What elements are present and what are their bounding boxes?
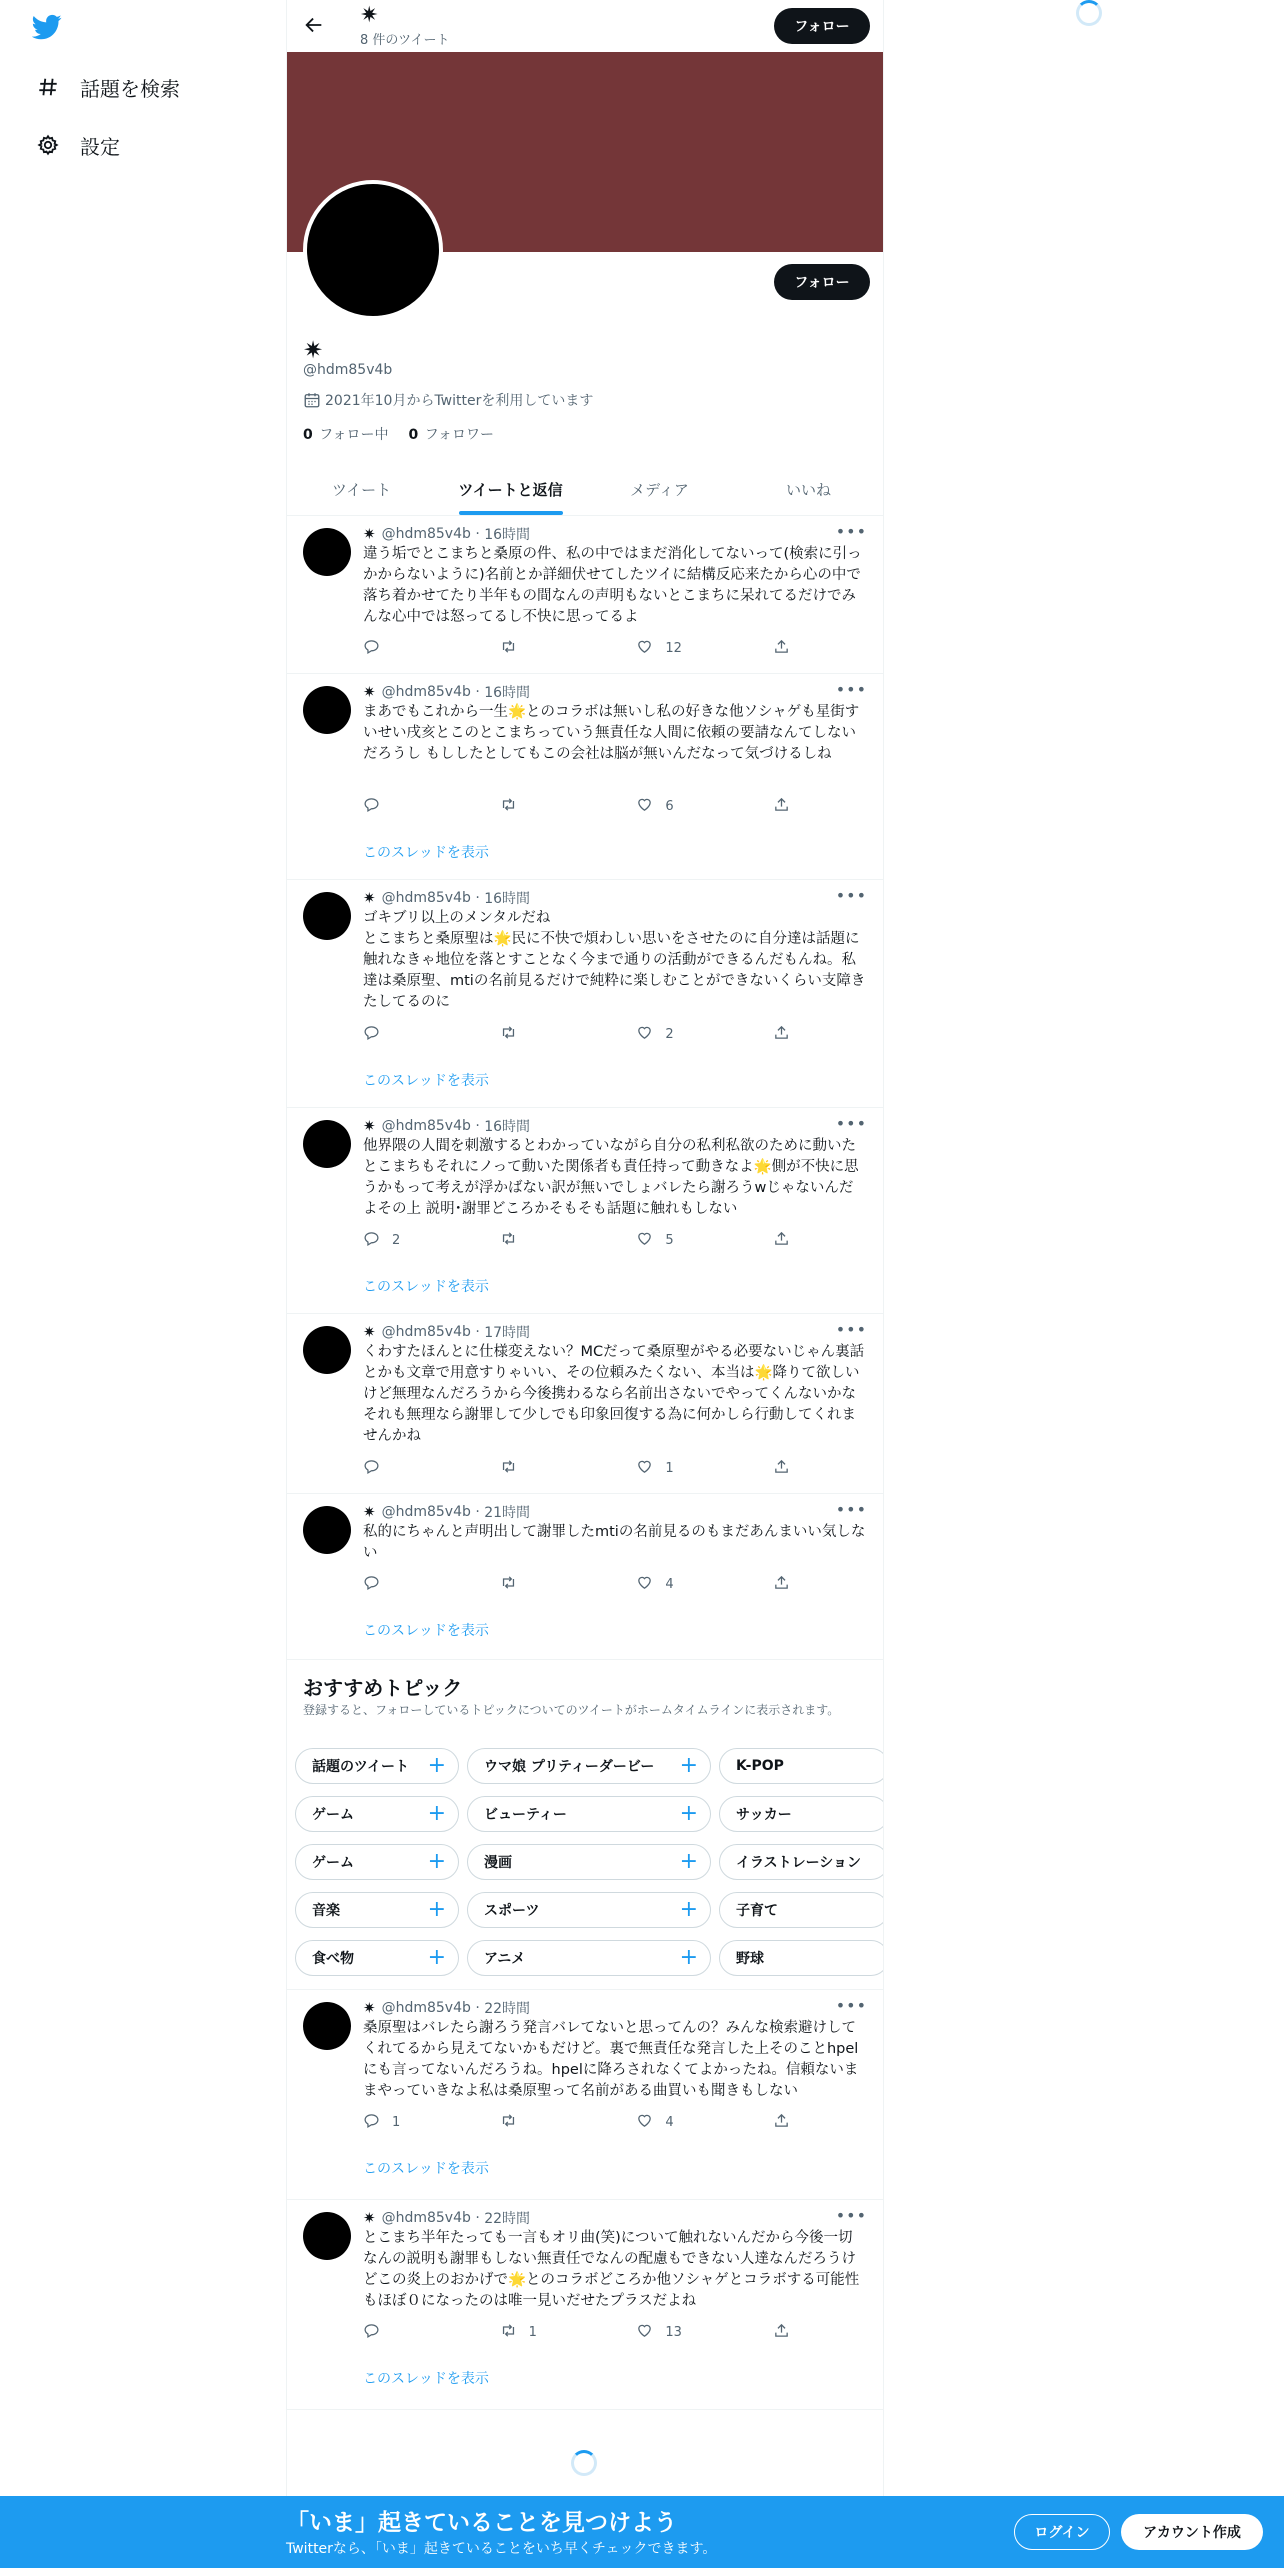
tweet-author-name[interactable]: ✷	[363, 1323, 376, 1341]
loading-spinner-right	[1076, 0, 1102, 26]
share-icon	[773, 2112, 802, 2133]
show-thread-link[interactable]: このスレッドを表示	[363, 1623, 489, 1639]
tweet-dot: ·	[470, 2210, 485, 2226]
retweet-button[interactable]	[500, 1230, 610, 1251]
back-arrow-icon[interactable]	[303, 14, 327, 38]
retweet-count: 1	[528, 2325, 537, 2340]
tweet-author-name[interactable]: ✷	[363, 1117, 376, 1135]
tweet-author-name[interactable]: ✷	[363, 889, 376, 907]
topic-label: アニメ	[484, 1951, 526, 1967]
tweet-dot: ·	[470, 1324, 485, 1340]
tweet-time[interactable]: 22時間	[484, 2001, 531, 2017]
tweet-author-name[interactable]: ✷	[363, 2209, 376, 2227]
more-options-icon[interactable]: •••	[835, 680, 867, 699]
tweet-author-name[interactable]: ✷	[363, 683, 376, 701]
profile-display-name: ✷	[303, 336, 324, 364]
plus-icon[interactable]: +	[679, 1753, 698, 1778]
hashtag-icon	[36, 75, 60, 99]
more-options-icon[interactable]: •••	[835, 2206, 867, 2225]
share-icon	[773, 796, 802, 817]
share-icon	[773, 1574, 802, 1595]
tweet-actions	[363, 638, 793, 659]
tweet-text: くわすたほんとに仕様変えない？MCだって桑原聖がやる必要ないじゃん裏話とかも文章で用意すりゃいい、その位頼みたくない、本当は🌟降りて欲しいけど無理なんだろうから今後携わるなら名前出さないでやってくんないかなそれも無理なら謝罪して少しでも印象回復する為に何かしら行動してくれませんかね	[363, 1344, 865, 1444]
topic-chip[interactable]	[295, 1844, 459, 1880]
profile-follow-button[interactable]: フォロー	[774, 264, 870, 300]
tweet-header	[363, 888, 530, 908]
show-thread-link[interactable]: このスレッドを表示	[363, 2371, 489, 2387]
retweet-icon	[500, 1458, 529, 1479]
header-display-name: ✷	[360, 3, 379, 28]
share-icon	[773, 1230, 802, 1251]
topic-label: K-POP	[736, 1758, 784, 1774]
reply-button[interactable]	[363, 1230, 473, 1251]
tab-tweets-and-replies[interactable]: ツイートと返信	[436, 464, 585, 515]
retweet-button[interactable]	[500, 796, 610, 817]
topic-label: ゲーム	[312, 1855, 354, 1871]
tweet-text: とこまち半年たっても一言もオリ曲(笑)について触れないんだから今後一切なんの説明も謝罪もしない無責任でなんの配慮もできない人達なんだろうけどこの炎上のおかげで🌟とのコラボどころか他ソシャゲとコラボする可能性もほぼ０になったのは唯一見いだせたプラスだよね	[363, 2230, 860, 2309]
like-button[interactable]	[636, 2112, 746, 2133]
tweet-dot: ·	[470, 526, 485, 542]
share-button[interactable]	[773, 1458, 793, 1479]
topic-label: サッカー	[736, 1807, 792, 1823]
login-button[interactable]: ログイン	[1014, 2514, 1110, 2550]
retweet-button[interactable]	[500, 1574, 610, 1595]
topic-chip[interactable]	[719, 1892, 883, 1928]
topic-chip[interactable]	[467, 1892, 711, 1928]
reply-icon	[363, 1458, 392, 1479]
retweet-icon	[500, 796, 529, 817]
tweet-dot: ·	[470, 2000, 485, 2016]
tweet-actions	[363, 1024, 793, 1045]
show-thread-link[interactable]: このスレッドを表示	[363, 1279, 489, 1295]
tweet-author-name[interactable]: ✷	[363, 525, 376, 543]
share-icon	[773, 2322, 802, 2343]
reply-icon	[363, 2112, 392, 2133]
tweet-time[interactable]: 16時間	[484, 891, 531, 907]
nav-item-settings[interactable]	[36, 130, 120, 160]
heart-icon	[636, 638, 665, 659]
retweet-icon	[500, 2112, 529, 2133]
reply-icon	[363, 1574, 392, 1595]
retweet-button[interactable]	[500, 2322, 610, 2343]
profile-column	[286, 0, 884, 2568]
signup-prompt-bar	[0, 2496, 1284, 2568]
profile-join-date	[303, 390, 593, 410]
topic-chip[interactable]	[295, 1796, 459, 1832]
tweet-dot: ·	[470, 1118, 485, 1134]
retweet-icon	[500, 1574, 529, 1595]
tweet-dot: ·	[470, 1504, 485, 1520]
calendar-icon	[303, 391, 321, 409]
reply-icon	[363, 796, 392, 817]
tweet[interactable]	[287, 516, 883, 674]
like-button[interactable]	[636, 1574, 746, 1595]
topic-label: 食べ物	[312, 1951, 354, 1967]
gear-icon	[36, 133, 60, 157]
reply-icon	[363, 2322, 392, 2343]
tweet[interactable]	[287, 2200, 883, 2410]
topic-chip[interactable]	[295, 1748, 459, 1784]
topic-chip[interactable]	[467, 1748, 711, 1784]
header-tweet-count: 8 件のツイート	[360, 33, 450, 48]
reply-button[interactable]	[363, 638, 473, 659]
heart-icon	[636, 796, 665, 817]
reply-button[interactable]	[363, 796, 473, 817]
plus-icon[interactable]: +	[427, 1801, 446, 1826]
topic-chip[interactable]	[295, 1892, 459, 1928]
tweet-author-handle[interactable]: @hdm85v4b	[381, 2000, 471, 2016]
topic-label: 漫画	[484, 1855, 512, 1871]
following-label: フォロー中	[319, 427, 389, 443]
topic-label: 話題のツイート	[312, 1759, 410, 1775]
like-count: 12	[665, 641, 682, 656]
more-options-icon[interactable]: •••	[835, 522, 867, 541]
tweet-header	[363, 1998, 530, 2018]
follow-counts	[303, 424, 494, 444]
topic-label: スポーツ	[484, 1903, 540, 1919]
share-button[interactable]	[773, 2112, 793, 2133]
tweet-avatar[interactable]	[303, 2002, 351, 2050]
recommended-topics	[287, 1660, 883, 1990]
like-count: 2	[665, 1027, 674, 1042]
plus-icon[interactable]: +	[427, 1849, 446, 1874]
tweet-text: ゴキブリ以上のメンタルだね とこまちと桑原聖は🌟民に不快で煩わしい思いをさせたのに自分達は話題に触れなきゃ地位を落とすことなく今まで通りの活動ができるんだもんね。私達は桑原聖、mtiの名前見るだけで純粋に楽しむことができないくらい支障きたしてるのに	[363, 910, 866, 1010]
tweet[interactable]	[287, 880, 883, 1108]
tweet-text: 桑原聖はバレたら謝ろう発言バレてないと思ってんの？みんな検索避けしてくれてるから見えてないかもだけど。裏で無責任な発言した上そのことhpelにも言ってないんだろうね。hpelに降ろされなくてよかったね。信頼ないままやっていきなよ私は桑原聖って名前がある曲買いも聞きもしない	[363, 2020, 859, 2099]
heart-icon	[636, 1574, 665, 1595]
tweet-avatar[interactable]	[303, 1326, 351, 1374]
like-button[interactable]	[636, 1458, 746, 1479]
followers-link[interactable]	[409, 424, 495, 444]
tweet-avatar[interactable]	[303, 1120, 351, 1168]
heart-icon	[636, 1024, 665, 1045]
tweet[interactable]	[287, 1108, 883, 1314]
heart-icon	[636, 2322, 665, 2343]
topic-chip[interactable]	[719, 1844, 883, 1880]
retweet-button[interactable]	[500, 1458, 610, 1479]
reply-count: 2	[392, 1233, 401, 1248]
tweet-time[interactable]: 16時間	[484, 527, 531, 543]
retweet-icon	[500, 1230, 529, 1251]
header-follow-button[interactable]: フォロー	[774, 8, 870, 44]
tweet-actions	[363, 796, 793, 817]
create-account-button[interactable]: アカウント作成	[1121, 2514, 1263, 2550]
tweet-author-handle[interactable]: @hdm85v4b	[381, 2210, 471, 2226]
tweet-header	[363, 1116, 530, 1136]
tweet-avatar[interactable]	[303, 892, 351, 940]
topic-chip[interactable]	[467, 1940, 711, 1976]
nav-label-settings: 設定	[80, 134, 120, 159]
more-options-icon[interactable]: •••	[835, 886, 867, 905]
join-date-text: 2021年10月からTwitterを利用しています	[325, 393, 594, 409]
tweet-actions	[363, 1574, 793, 1595]
tweet-text: 他界隈の人間を刺激するとわかっていながら自分の私利私欲のために動いたとこまちもそれにノって動いた関係者も責任持って動きなよ🌟側が不快に思うかもって考えが浮かばない訳が無いでしょバレたら謝ろうwじゃないんだよその上 説明･謝罪どころかそもそも話題に触れもしない	[363, 1138, 859, 1217]
reply-button[interactable]	[363, 1458, 473, 1479]
retweet-icon	[500, 2322, 529, 2343]
reply-button[interactable]	[363, 2322, 473, 2343]
retweet-button[interactable]	[500, 2112, 610, 2133]
like-count: 4	[665, 2115, 674, 2130]
twitter-logo-icon[interactable]	[32, 12, 66, 46]
signup-prompt-title: 「いま」起きていることを見つけよう	[286, 2510, 677, 2536]
topic-label: 音楽	[312, 1903, 340, 1919]
like-button[interactable]	[636, 638, 746, 659]
reply-icon	[363, 1024, 392, 1045]
reply-icon	[363, 1230, 392, 1251]
heart-icon	[636, 2112, 665, 2133]
tab-media[interactable]: メディア	[630, 481, 689, 499]
tweet-time[interactable]: 22時間	[484, 2211, 531, 2227]
more-options-icon[interactable]: •••	[835, 1500, 867, 1519]
tweet-text: まあでもこれから一生🌟とのコラボは無いし私の好きな他ソシャゲも星街すいせい戌亥とこのとこまちっていう無責任な人間に依頼の要請なんてしないだろうし もししたとしてもこの会社は脳が無いんだなって気づけるしね	[363, 704, 860, 762]
heart-icon	[636, 1230, 665, 1251]
topics-subtitle: 登録すると、フォローしているトピックについてのツイートがホームタイムラインに表示されます。	[303, 1703, 840, 1717]
left-navigation	[0, 0, 286, 2568]
topic-label: 野球	[736, 1951, 764, 1967]
like-button[interactable]	[636, 796, 746, 817]
topic-label: ビューティー	[484, 1807, 567, 1823]
topic-chip[interactable]	[467, 1796, 711, 1832]
share-button[interactable]	[773, 1230, 793, 1251]
more-options-icon[interactable]: •••	[835, 1114, 867, 1133]
plus-icon[interactable]: +	[427, 1897, 446, 1922]
heart-icon	[636, 1458, 665, 1479]
share-button[interactable]	[773, 1024, 793, 1045]
plus-icon[interactable]: +	[679, 1849, 698, 1874]
tweet-header	[363, 1502, 530, 1522]
tab-likes[interactable]: いいね	[785, 481, 831, 499]
show-thread-link[interactable]: このスレッドを表示	[363, 845, 489, 861]
topic-chip[interactable]	[719, 1748, 883, 1784]
share-icon	[773, 1024, 802, 1045]
tweet[interactable]	[287, 1990, 883, 2200]
like-count: 4	[665, 1577, 674, 1592]
topic-label: ウマ娘 プリティーダービー	[484, 1759, 655, 1775]
share-button[interactable]	[773, 1574, 793, 1595]
tweet-author-handle[interactable]: @hdm85v4b	[381, 684, 471, 700]
profile-handle: @hdm85v4b	[303, 362, 393, 378]
more-options-icon[interactable]: •••	[835, 1320, 867, 1339]
tweet-time[interactable]: 17時間	[484, 1325, 531, 1341]
share-button[interactable]	[773, 796, 793, 817]
tweet-avatar[interactable]	[303, 686, 351, 734]
profile-avatar[interactable]	[303, 180, 443, 320]
retweet-icon	[500, 638, 529, 659]
following-link[interactable]	[303, 424, 389, 444]
nav-item-explore[interactable]	[36, 72, 180, 102]
tweet[interactable]	[287, 1494, 883, 1660]
tweet-avatar[interactable]	[303, 2212, 351, 2260]
tweet-dot: ·	[470, 684, 485, 700]
topic-chip[interactable]	[467, 1844, 711, 1880]
tweet-header	[363, 2208, 530, 2228]
tweet-header	[363, 1322, 530, 1342]
tweet-actions	[363, 2112, 793, 2133]
topic-chip[interactable]	[719, 1940, 883, 1976]
tweet-dot: ·	[470, 890, 485, 906]
tweet-author-name[interactable]: ✷	[363, 1503, 376, 1521]
like-count: 1	[665, 1461, 674, 1476]
tweet-author-handle[interactable]: @hdm85v4b	[381, 1504, 471, 1520]
plus-icon[interactable]: +	[679, 1945, 698, 1970]
tweet-author-handle[interactable]: @hdm85v4b	[381, 1324, 471, 1340]
tweet-actions	[363, 1230, 793, 1251]
topic-chip[interactable]	[719, 1796, 883, 1832]
tweet-time[interactable]: 21時間	[484, 1505, 531, 1521]
tweet-author-handle[interactable]: @hdm85v4b	[381, 1118, 471, 1134]
like-button[interactable]	[636, 2322, 746, 2343]
profile-tabs	[287, 464, 883, 516]
followers-count: 0	[408, 427, 419, 443]
like-button[interactable]	[636, 1230, 746, 1251]
show-thread-link[interactable]: このスレッドを表示	[363, 1073, 489, 1089]
loading-spinner	[571, 2450, 597, 2476]
reply-count: 1	[392, 2115, 401, 2130]
like-button[interactable]	[636, 1024, 746, 1045]
show-thread-link[interactable]: このスレッドを表示	[363, 2161, 489, 2177]
following-count: 0	[303, 427, 313, 443]
tweet[interactable]	[287, 1314, 883, 1494]
tab-tweets[interactable]: ツイート	[331, 481, 392, 499]
plus-icon[interactable]: +	[427, 1753, 446, 1778]
tweet-avatar[interactable]	[303, 1506, 351, 1554]
share-icon	[773, 1458, 802, 1479]
topic-label: 子育て	[736, 1903, 778, 1919]
share-button[interactable]	[773, 638, 793, 659]
share-icon	[773, 638, 802, 659]
tweet-actions	[363, 1458, 793, 1479]
topic-label: イラストレーション	[736, 1855, 862, 1871]
nav-label-explore: 話題を検索	[80, 76, 180, 101]
tweet-header	[363, 524, 530, 544]
more-options-icon[interactable]: •••	[835, 1996, 867, 2015]
tweet-text: 私的にちゃんと声明出して謝罪したmtiの名前見るのもまだあんまいい気しない	[363, 1524, 866, 1561]
reply-icon	[363, 638, 392, 659]
topic-label: ゲーム	[312, 1807, 354, 1823]
tweet-avatar[interactable]	[303, 528, 351, 576]
reply-button[interactable]	[363, 2112, 473, 2133]
tweet-text: 違う垢でとこまちと桑原の件、私の中ではまだ消化してないって(検索に引っかからないように)名前とか詳細伏せてしたツイに結構反応来たから心の中で落ち着かせてたり半年もの間なんの声明もないとこまちに呆れてるだけでみんな心中では怒ってるし不快に思ってるよ	[363, 546, 862, 625]
like-count: 6	[665, 799, 674, 814]
tweet-author-handle[interactable]: @hdm85v4b	[381, 526, 471, 542]
plus-icon[interactable]: +	[679, 1801, 698, 1826]
tweet-author-name[interactable]: ✷	[363, 1999, 376, 2017]
retweet-button[interactable]	[500, 638, 610, 659]
retweet-button[interactable]	[500, 1024, 610, 1045]
tweet-author-handle[interactable]: @hdm85v4b	[381, 890, 471, 906]
followers-label: フォロワー	[424, 427, 495, 443]
signup-prompt-subtitle: Twitterなら、「いま」起きていることをいち早くチェックできます。	[286, 2541, 717, 2557]
tweet-actions	[363, 2322, 793, 2343]
plus-icon[interactable]: +	[427, 1945, 446, 1970]
tweet-header	[363, 682, 530, 702]
profile-header-bar	[287, 0, 883, 52]
share-button[interactable]	[773, 2322, 793, 2343]
reply-button[interactable]	[363, 1574, 473, 1595]
tweet-time[interactable]: 16時間	[484, 685, 531, 701]
topics-title: おすすめトピック	[303, 1676, 463, 1700]
like-count: 5	[665, 1233, 674, 1248]
tweet[interactable]	[287, 674, 883, 880]
plus-icon[interactable]: +	[679, 1897, 698, 1922]
retweet-icon	[500, 1024, 529, 1045]
topic-chip[interactable]	[295, 1940, 459, 1976]
tweet-time[interactable]: 16時間	[484, 1119, 531, 1135]
reply-button[interactable]	[363, 1024, 473, 1045]
like-count: 13	[665, 2325, 682, 2340]
